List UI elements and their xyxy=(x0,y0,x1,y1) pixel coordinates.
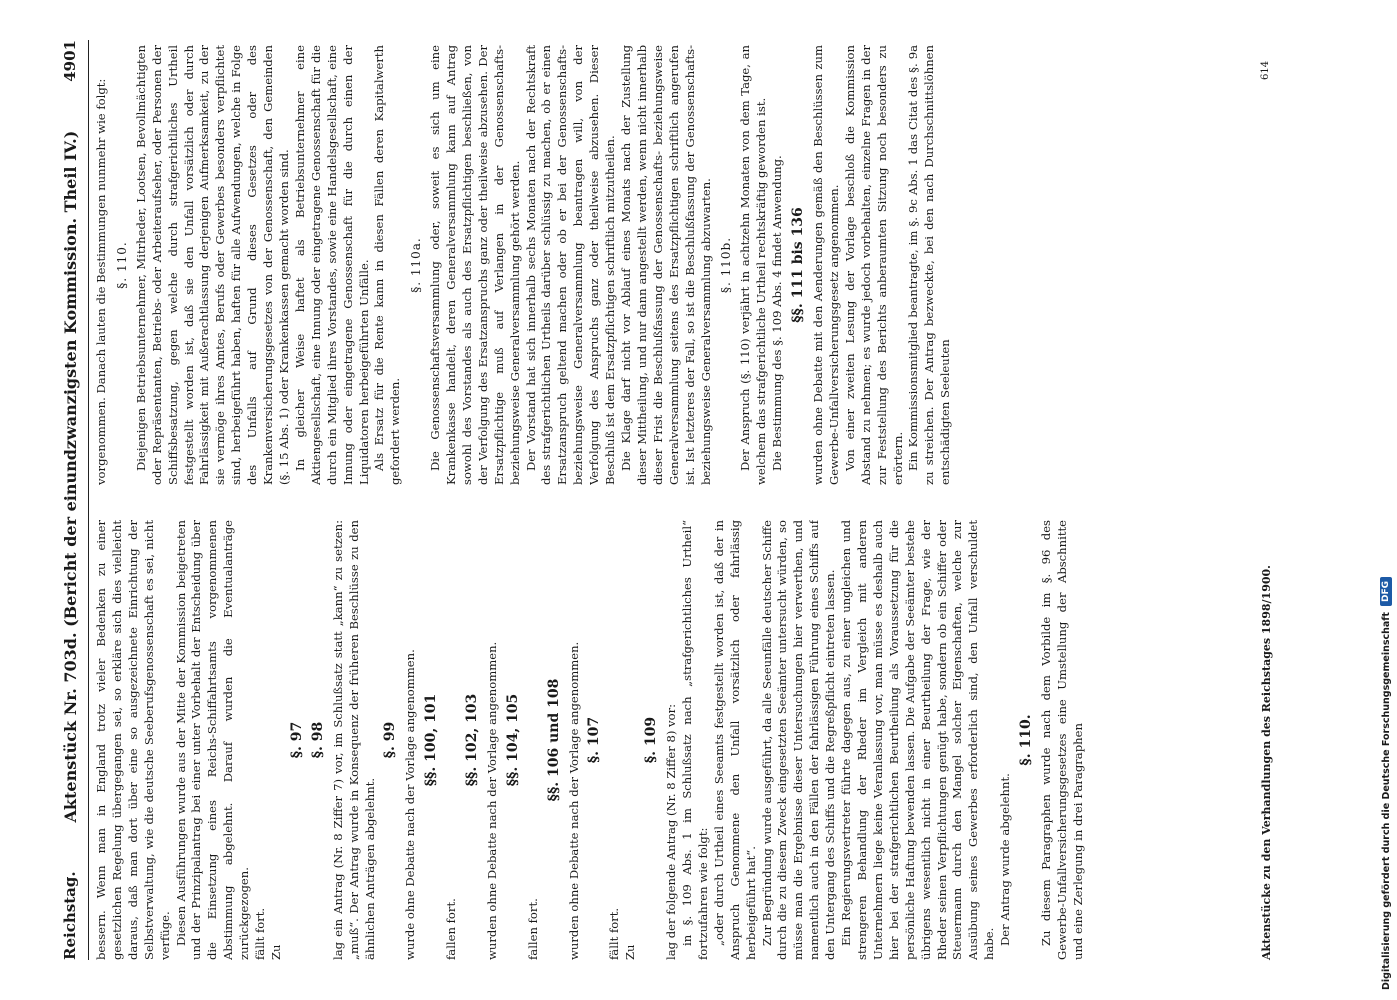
section-heading: §. 107 xyxy=(586,716,603,764)
paragraph: Der Vorstand hat sich innerhalb sechs Monaten nach der Rechtskraft des strafgerichtlichen Urtheils darüber schlüssig zu machen, ob er einen Ersatzanspruch geltend machen oder ob er bei der Genossenschafts- beziehungsweise Generalversammlung beantragen will, von der Verfolgung des Anspruchs ganz oder theilweise abzusehen. Dieser Beschluß ist dem Ersatzpflichtigen schriftlich mitzutheilen. xyxy=(523,45,618,485)
section-heading: §§. 102, 103 xyxy=(464,693,481,787)
paragraph: fällt fort. xyxy=(607,907,622,960)
paragraph: vorgenommen. Danach lauten die Bestimmungen nunmehr wie folgt: xyxy=(94,78,108,485)
header-left: Reichstag. xyxy=(61,871,79,960)
paragraph: wurden ohne Debatte nach der Vorlage angenommen. xyxy=(484,641,499,960)
paragraph: Ein Kommissionsmitglied beantragte, im §. 9c Abs. 1 das Citat des §. 9a zu streichen. Der Antrag bezweckte, bei den nach Durchschnittslöhnen entschädigten Seeleuten xyxy=(906,45,953,485)
side-note-text: Digitalisierung gefördert durch die Deutsche Forschungsgemeinschaft xyxy=(1380,612,1392,990)
page-number: 4901 xyxy=(61,40,79,82)
document-page xyxy=(50,40,1350,960)
paragraph: Der Anspruch (§. 110) verjährt in achtzehn Monaten von dem Tage, an welchem das strafgerichtliche Urtheil rechtskräftig geworden ist. xyxy=(738,45,769,485)
paragraph: lag ein Antrag (Nr. 8 Ziffer 7) vor, im Schlußsatz statt „kann“ zu setzen: „muß“. Der Antrag wurde in Konsequenz der früheren Beschlüsse zu den ähnlichen Anträgen abgelehnt. xyxy=(330,520,377,960)
paragraph: In gleicher Weise haftet als Betriebsunternehmer eine Aktiengesellschaft, eine Innung oder eingetragene Genossenschaft für die durch ein Mitglied ihres Vorstandes, sowie eine Handelsgesellschaft, eine Innung oder eingetragene Genossenschaft für die durch einen der Liquidatoren herbeigeführten Unfälle. xyxy=(292,45,371,485)
section-heading: §. 99 xyxy=(382,721,399,759)
section-heading: §. 109 xyxy=(643,716,660,764)
paragraph: Zur Begründung wurde ausgeführt, da alle Seeunfälle deutscher Schiffe durch die zu diesem Zweck eingesetzten Seeämter untersucht würden, so müsse man die Ergebnisse dieser Untersuchungen hier verwerthen, und namentlich auch in den Fällen der fahrlässigen Führung eines Schiffs auf den Untergang des Schiffs und die Regreßpflicht eintreten lassen. xyxy=(759,520,838,960)
paragraph: Als Ersatz für die Rente kann in diesen Fällen deren Kapitalwerth gefordert werden. xyxy=(372,45,403,485)
page-header xyxy=(50,40,90,960)
paragraph: Zu xyxy=(623,944,638,960)
section-heading: §§. 104, 105 xyxy=(504,693,521,787)
left-column xyxy=(94,520,1254,960)
section-heading: §. 110. xyxy=(1018,714,1035,766)
paragraph: Der Antrag wurde abgelehnt. xyxy=(998,773,1013,946)
paragraph: fallen fort. xyxy=(444,898,459,960)
paragraph: Zu xyxy=(268,944,283,960)
dfg-logo: DFG xyxy=(1380,577,1392,606)
paragraph: Die Bestimmung des §. 109 Abs. 4 findet Anwendung. xyxy=(770,155,785,471)
section-heading: §. 97 xyxy=(288,721,305,759)
section-heading: §§. 106 und 108 xyxy=(545,678,562,802)
section-heading: §. 98 xyxy=(309,721,326,759)
section-heading: §. 110. xyxy=(114,241,129,289)
header-rule xyxy=(88,40,89,960)
section-heading: §. 110a. xyxy=(409,237,424,293)
footer-source: Aktenstücke zu den Verhandlungen des Reichstages 1898/1900. xyxy=(1260,565,1273,960)
right-column xyxy=(94,45,1254,485)
paragraph: Von einer zweiten Lesung der Vorlage beschloß die Kommission Abstand zu nehmen; es wurde jedoch vorbehalten, einzelne Fragen in der zur Feststellung des Berichts anberaumten Sitzung noch besonders zu erörtern. xyxy=(842,45,905,485)
section-heading: §§. 111 bis 136 xyxy=(790,207,807,323)
paragraph: fällt fort. xyxy=(253,907,268,960)
footer-sheet-number: 614 xyxy=(1260,60,1271,80)
paragraph: Die Klage darf nicht vor Ablauf eines Monats nach der Zustellung dieser Mittheilung, und nur dann angestellt werden, wenn nicht innerhalb dieser Frist die Beschlußfassung der Genossenschafts- beziehungsweise Generalversammlung seitens des Ersatzpflichtigen schriftlich angerufen ist. Ist letzteres der Fall, so ist die Beschlußfassung der Genossenschafts- beziehungsweise Generalversammlung abzuwarten. xyxy=(619,45,713,485)
side-note xyxy=(1380,577,1392,990)
paragraph: Zu diesem Paragraphen wurde nach dem Vorbilde im §. 96 des Gewerbe-Unfallversicherungsgesetzes eine Umstellung der Abschnitte und eine Zerlegung in drei Paragraphen xyxy=(1038,520,1085,960)
quoted-motion: in §. 109 Abs. 1 im Schlußsatz nach „strafgerichtliches Urtheil“ fortzufahren wie folgt: xyxy=(680,520,710,960)
paragraph: wurden ohne Debatte mit den Aenderungen gemäß den Beschlüssen zum Gewerbe-Unfallversicherungsgesetz angenommen. xyxy=(810,45,841,485)
section-heading: §§. 100, 101 xyxy=(423,693,440,787)
paragraph: Diesen Ausführungen wurde aus der Mitte der Kommission beigetreten und der Prinzipalantrag bei einer unter Vorbehalt der Entscheidung über die Einsetzung eines Reichs-Schiffahrtsamts vorgenommenen Abstimmung abgelehnt. Darauf wurden die Eventualanträge zurückgezogen. xyxy=(173,520,252,960)
paragraph: wurde ohne Debatte nach der Vorlage angenommen. xyxy=(403,649,418,960)
paragraph: bessern. Wenn man in England trotz vieler Bedenken zu einer gesetzlichen Regelung übergegangen sei, so erkläre sich dies vielleicht daraus, daß man dort über eine so ausgezeichnete Einrichtung der Selbstverwaltung, wie die deutsche Seeberufsgenossenschaft es sei, nicht verfüge. xyxy=(94,520,172,960)
paragraph: fallen fort. xyxy=(525,898,540,960)
section-heading: §. 110b. xyxy=(719,236,734,294)
paragraph: lag der folgende Antrag (Nr. 8 Ziffer 8) vor: xyxy=(664,703,679,960)
paragraph: Die Genossenschaftsversammlung oder, soweit es sich um eine Krankenkasse handelt, deren Generalversammlung kann auf Antrag sowohl des Vorstandes als auch des Ersatzpflichtigen beschließen, von der Verfolgung des Ersatzanspruchs ganz oder theilweise abzusehen. Der Ersatzpflichtige muß auf Verlangen in der Genossenschafts- beziehungsweise Generalversammlung gehört werden. xyxy=(428,45,522,485)
quoted-motion: „oder durch Urtheil eines Seeamts festgestellt worden ist, daß der in Anspruch Genommene den Unfall vorsätzlich oder fahrlässig herbeigeführt hat“. xyxy=(711,520,758,960)
paragraph: Ein Regierungsvertreter führte dagegen aus, zu einer ungleichen und strengeren Behandlung der Rheder im Vergleich mit anderen Unternehmern liege keine Veranlassung vor, man müsse es deshalb auch hier bei der strafgerichtlichen Beurtheilung als Voraussetzung für die persönliche Haftung bewenden lassen. Die Aufgabe der Seeämter bestehe übrigens wesentlich nicht in einer Beurtheilung der Frage, wie der Rheder seinen Verpflichtungen genügt habe, sondern ob ein Schiffer oder Steuermann durch den Mangel solcher Eigenschaften, welche zur Ausübung seines Gewerbes erforderlich sind, den Unfall verschuldet habe. xyxy=(839,520,997,960)
paragraph: wurden ohne Debatte nach der Vorlage angenommen. xyxy=(566,641,581,960)
paragraph: Diejenigen Betriebsunternehmer, Mitrheder, Lootsen, Bevollmächtigten oder Repräsentanten, Betriebs- oder Arbeiteraufseher, oder Personen der Schiffsbesatzung, gegen welche durch strafgerichtliches Urtheil festgestellt worden ist, daß sie den Unfall vorsätzlich oder durch Fahrlässigkeit mit Außerachtlassung derjenigen Aufmerksamkeit, zu der sie vermöge ihres Amtes, Berufs oder Gewerbes besonders verpflichtet sind, herbeigeführt haben, haften für alle Aufwendungen, welche in Folge des Unfalls auf Grund dieses Gesetzes oder des Krankenversicherungsgesetzes von der Genossenschaft, den Gemeinden (§. 15 Abs. 1) oder Krankenkassen gemacht worden sind. xyxy=(133,45,291,485)
header-title: Aktenstück Nr. 703d. (Bericht der einundzwanzigsten Kommission. Theil IV.) xyxy=(60,130,80,823)
